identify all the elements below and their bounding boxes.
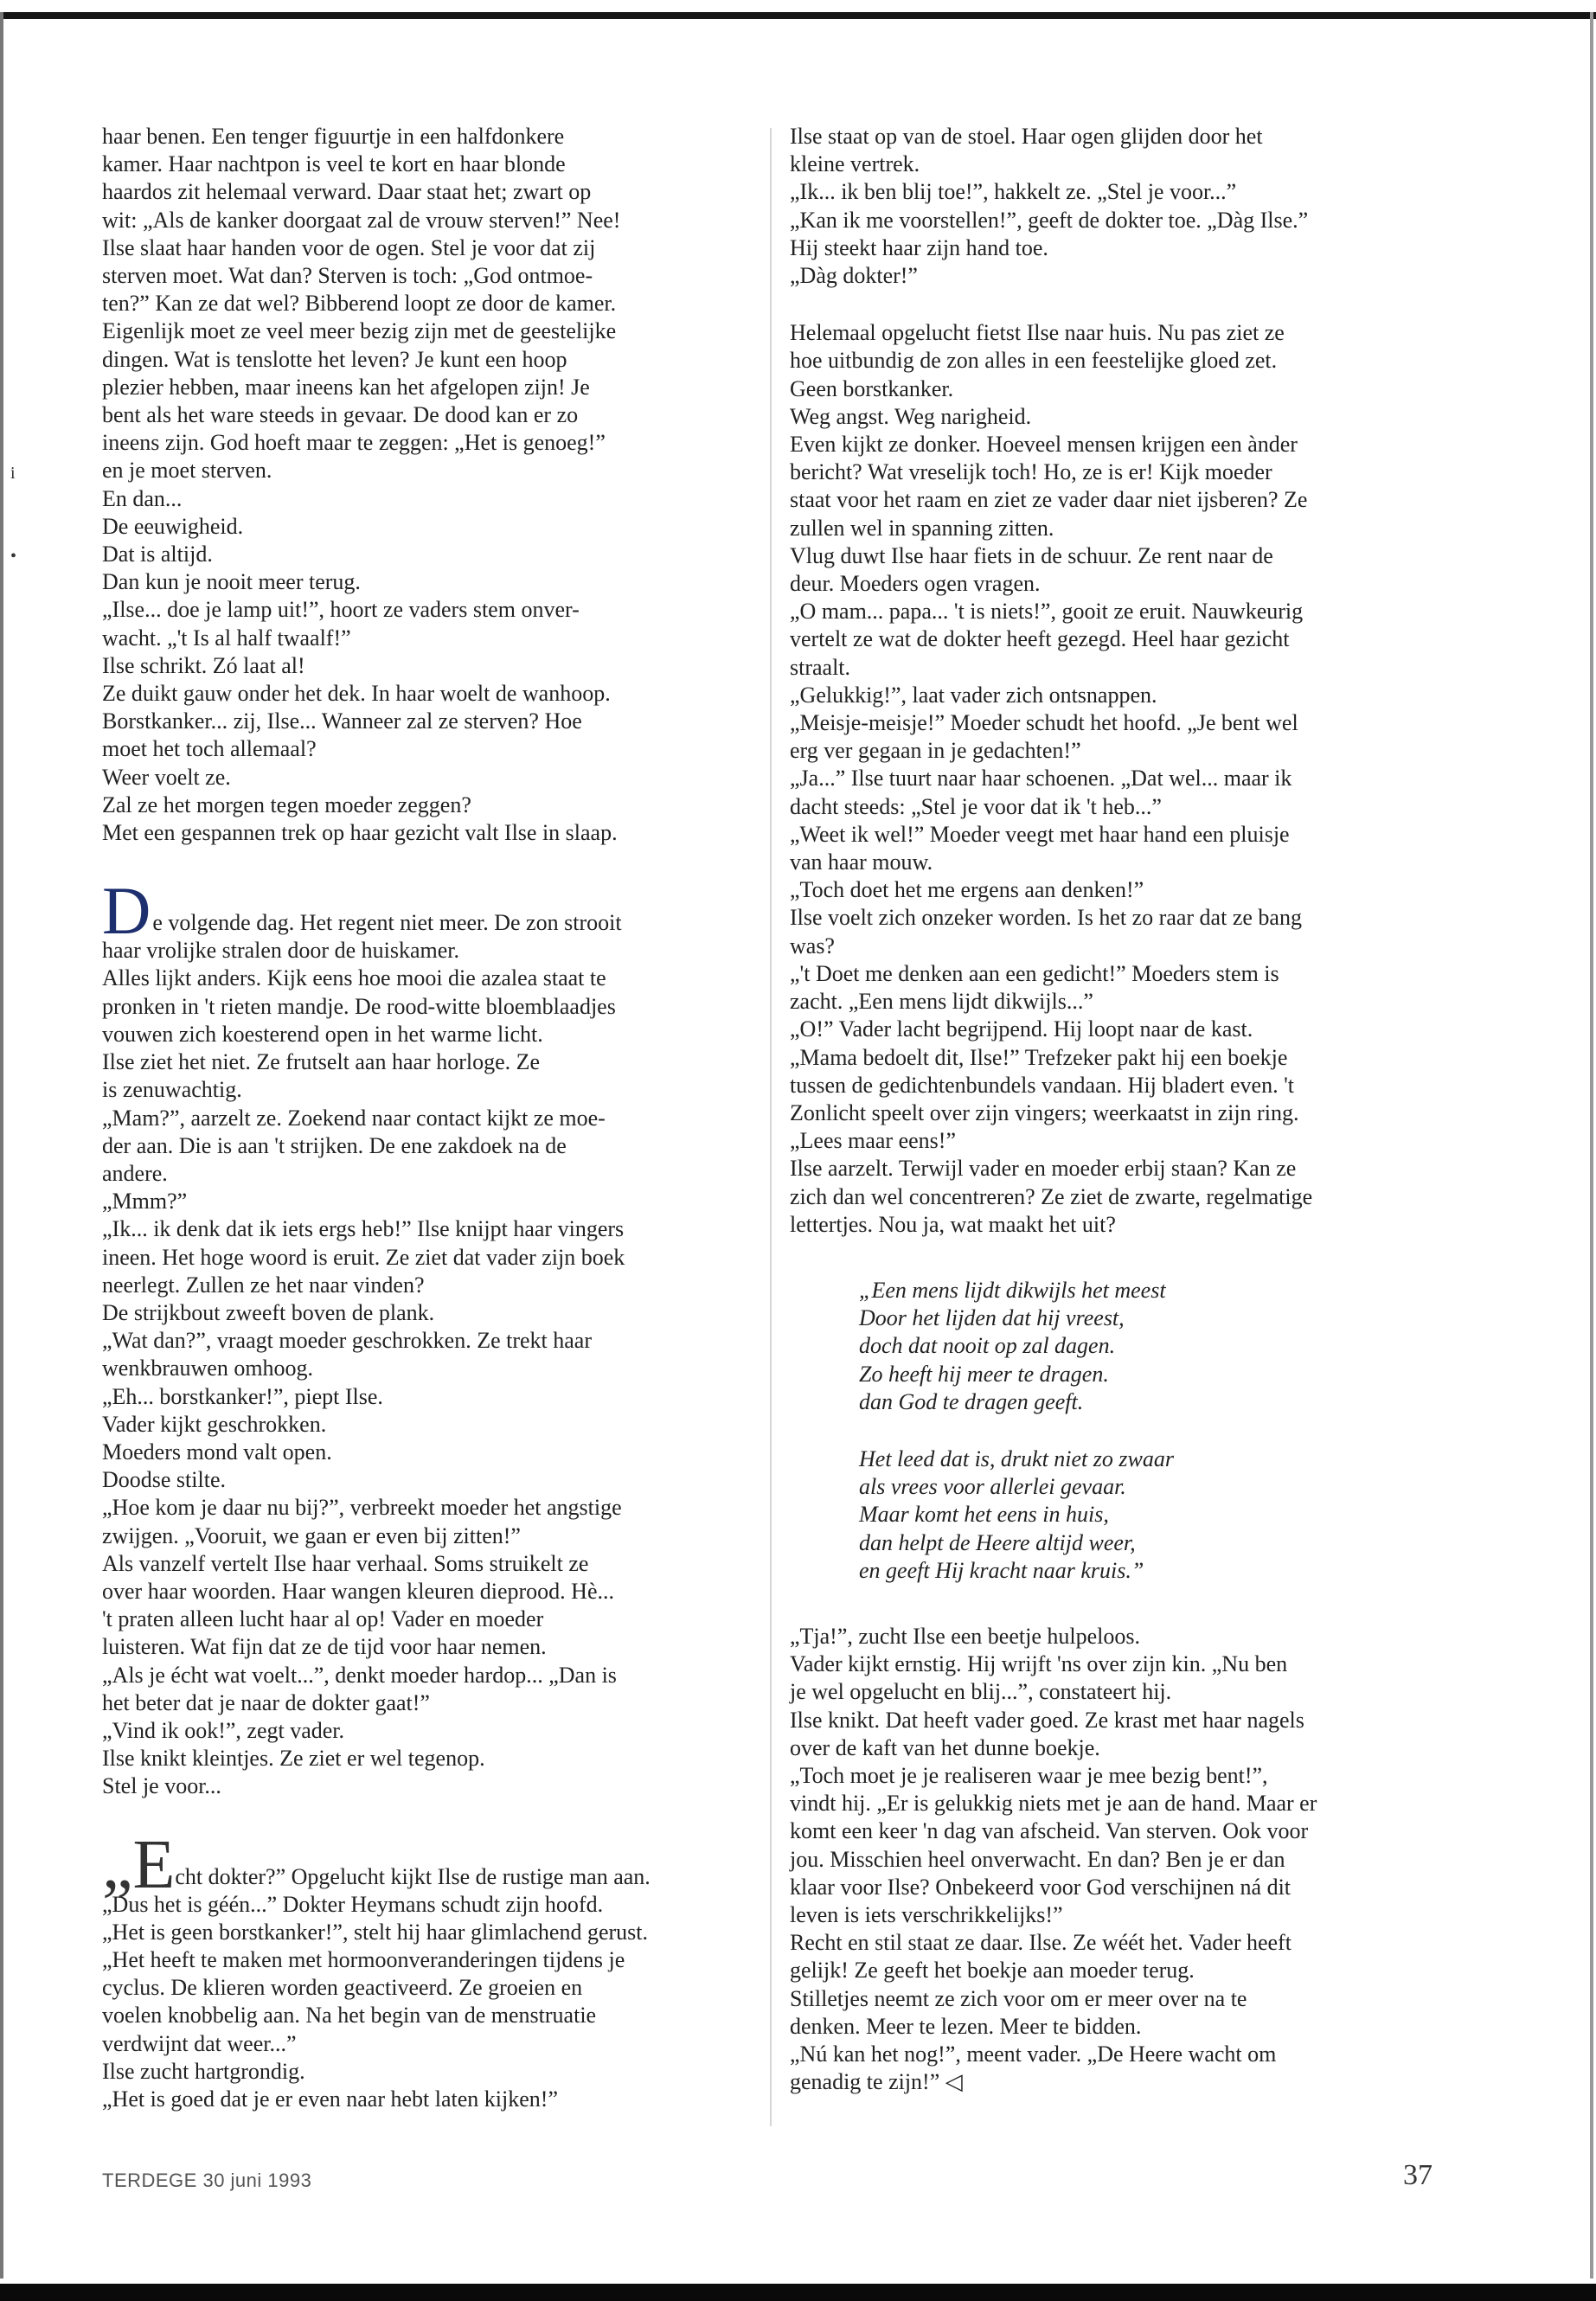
- text-line: „Het is goed dat je er even naar hebt laten kijken!”: [102, 2086, 558, 2112]
- text-line: Zal ze het morgen tegen moeder zeggen?: [102, 792, 471, 817]
- text-line: Dan kun je nooit meer terug.: [102, 569, 361, 595]
- text-line: andere.: [102, 1160, 168, 1186]
- text-line: Stel je voor...: [102, 1773, 221, 1799]
- right-column: [790, 123, 1395, 2096]
- poem-line: en geeft Hij kracht naar kruis.”: [859, 1557, 1144, 1583]
- poem-line: Het leed dat is, drukt niet zo zwaar: [859, 1445, 1174, 1471]
- text-line: e volgende dag. Het regent niet meer. De zon strooit: [152, 910, 622, 936]
- text-line: is zenuwachtig.: [102, 1077, 242, 1103]
- poem-line: Door het lijden dat hij vreest,: [859, 1305, 1125, 1331]
- text-line: Vader kijkt ernstig. Hij wrijft 'ns over zijn kin. „Nu ben: [790, 1651, 1288, 1677]
- text-line: wit: „Als de kanker doorgaat zal de vrouw sterven!” Nee!: [102, 207, 621, 233]
- text-line: vouwen zich koesterend open in het warme licht.: [102, 1021, 543, 1047]
- text-line: „O!” Vader lacht begrijpend. Hij loopt naar de kast.: [790, 1016, 1253, 1042]
- text-line: komt een keer 'n dag van afscheid. Van sterven. Ook voor: [790, 1818, 1309, 1844]
- text-line: „Het is geen borstkanker!”, stelt hij haar glimlachend gerust.: [102, 1919, 649, 1945]
- text-line: denken. Meer te lezen. Meer te bidden.: [790, 2013, 1142, 2039]
- text-line: voelen knobbelig aan. Na het begin van de menstruatie: [102, 2003, 597, 2029]
- text-line: cyclus. De klieren worden geactiveerd. Ze groeien en: [102, 1975, 583, 2001]
- text-line: Helemaal opgelucht fietst Ilse naar huis. Nu pas ziet ze: [790, 320, 1285, 346]
- text-line: Ilse slaat haar handen voor de ogen. Stel je voor dat zij: [102, 234, 596, 260]
- text-line: jou. Misschien heel onverwacht. En dan? Ben je er dan: [790, 1846, 1285, 1872]
- column-divider: [770, 128, 772, 2126]
- text-line: „'t Doet me denken aan een gedicht!” Moeders stem is: [790, 960, 1279, 986]
- text-line: Stilletjes neemt ze zich voor om er meer over na te: [790, 1985, 1247, 2011]
- text-line: „Mama bedoelt dit, Ilse!” Trefzeker pakt hij een boekje: [790, 1044, 1288, 1070]
- text-line: kleine vertrek.: [790, 151, 920, 177]
- text-line: Vlug duwt Ilse haar fiets in de schuur. Ze rent naar de: [790, 542, 1273, 568]
- text-line: hoe uitbundig de zon alles in een feestelijke gloed zet.: [790, 348, 1278, 374]
- text-line: van haar mouw.: [790, 849, 933, 875]
- text-line: Weer voelt ze.: [102, 764, 231, 790]
- text-line: 't praten alleen lucht haar al op! Vader en moeder: [102, 1606, 544, 1632]
- left-column: [102, 123, 742, 2113]
- text-line: „Lees maar eens!”: [790, 1128, 956, 1154]
- text-line: Eigenlijk moet ze veel meer bezig zijn met de geestelijke: [102, 318, 617, 344]
- text-line: leven is iets verschrikkelijks!”: [790, 1901, 1063, 1927]
- text-line: Dat is altijd.: [102, 542, 213, 567]
- dropcap-paragraph-start: [102, 1826, 742, 1903]
- text-line: Weg angst. Weg narigheid.: [790, 403, 1032, 429]
- dropcap: „E: [102, 1826, 176, 1903]
- text-line: „Ilse... doe je lamp uit!”, hoort ze vaders stem onver-: [102, 597, 580, 623]
- right-section-3: [790, 1623, 1395, 2096]
- text-line: je wel opgelucht en blij...”, constateert hij.: [790, 1679, 1172, 1705]
- text-line: Ze duikt gauw onder het dek. In haar woelt de wanhoop.: [102, 681, 611, 707]
- text-line: haar vrolijke stralen door de huiskamer.: [102, 938, 459, 964]
- text-line: Ilse ziet het niet. Ze frutselt aan haar horloge. Ze: [102, 1049, 541, 1075]
- text-line: En dan...: [102, 485, 183, 511]
- text-line: erg ver gegaan in je gedachten!”: [790, 738, 1081, 764]
- text-line: „Kan ik me voorstellen!”, geeft de dokter toe. „Dàg Ilse.”: [790, 207, 1309, 233]
- text-line: plezier hebben, maar ineens kan het afgelopen zijn! Je: [102, 374, 590, 400]
- text-line: vindt hij. „Er is gelukkig niets met je aan de hand. Maar er: [790, 1791, 1317, 1817]
- text-line: neerlegt. Zullen ze het naar vinden?: [102, 1272, 425, 1298]
- text-line: cht dokter?” Opgelucht kijkt Ilse de rustige man aan.: [175, 1863, 651, 1889]
- text-line: dingen. Wat is tenslotte het leven? Je kunt een hoop: [102, 346, 567, 372]
- text-line: sterven moet. Wat dan? Sterven is toch: „God ontmoe-: [102, 263, 593, 289]
- text-line: Ilse voelt zich onzeker worden. Is het zo raar dat ze bang: [790, 905, 1302, 931]
- text-line: Even kijkt ze donker. Hoeveel mensen krijgen een ànder: [790, 432, 1298, 458]
- text-line: „Vind ik ook!”, zegt vader.: [102, 1717, 345, 1743]
- left-section-2: [102, 937, 742, 1800]
- text-line: dacht steeds: „Stel je voor dat ik 't heb...”: [790, 793, 1162, 819]
- margin-mark: i: [10, 464, 16, 483]
- text-line: Ilse staat op van de stoel. Haar ogen glijden door het: [790, 124, 1263, 149]
- text-line: De strijkbout zweeft boven de plank.: [102, 1299, 435, 1325]
- text-line: „Weet ik wel!” Moeder veegt met haar hand een pluisje: [790, 821, 1290, 847]
- text-line: ineens zijn. God hoeft maar te zeggen: „Het is genoeg!”: [102, 430, 606, 456]
- text-line: Als vanzelf vertelt Ilse haar verhaal. Soms struikelt ze: [102, 1550, 589, 1576]
- text-line: „Meisje-meisje!” Moeder schudt het hoofd. „Je bent wel: [790, 710, 1298, 736]
- text-line: Ilse knikt kleintjes. Ze ziet er wel tegenop.: [102, 1746, 485, 1772]
- text-line: haar benen. Een tenger figuurtje in een halfdonkere: [102, 124, 565, 149]
- text-line: vertelt ze wat de dokter heeft gezegd. Heel haar gezicht: [790, 626, 1290, 652]
- text-line: moet het toch allemaal?: [102, 736, 317, 762]
- text-line: Ilse schrikt. Zó laat al!: [102, 652, 305, 678]
- page-number: 37: [1403, 2159, 1433, 2191]
- poem-line: dan God te dragen geeft.: [859, 1388, 1084, 1414]
- text-line: „Hoe kom je daar nu bij?”, verbreekt moeder het angstige: [102, 1495, 622, 1521]
- text-line: tussen de gedichtenbundels vandaan. Hij bladert even. 't: [790, 1072, 1295, 1098]
- text-line: zich dan wel concentreren? Ze ziet de zwarte, regelmatige: [790, 1183, 1313, 1209]
- text-line: zacht. „Een mens lijdt dikwijls...”: [790, 989, 1093, 1015]
- text-line: pronken in 't rieten mandje. De rood-witte bloemblaadjes: [102, 993, 616, 1019]
- text-line: „Mmm?”: [102, 1189, 188, 1215]
- text-line: Ilse zucht hartgrondig.: [102, 2058, 305, 2084]
- dropcap-paragraph-start: [102, 873, 742, 949]
- margin-mark: •: [10, 547, 17, 566]
- text-line: „Als je écht wat voelt...”, denkt moeder hardop... „Dan is: [102, 1662, 617, 1688]
- text-line: staat voor het raam en ziet ze vader daar niet ijsberen? Ze: [790, 487, 1308, 513]
- poem-line: dan helpt de Heere altijd weer,: [859, 1529, 1136, 1555]
- text-line: Vader kijkt geschrokken.: [102, 1411, 327, 1437]
- publication-footer: TERDEGE 30 juni 1993: [102, 2170, 312, 2191]
- left-section-3: [102, 1891, 742, 2114]
- text-line: „Tja!”, zucht Ilse een beetje hulpeloos.: [790, 1623, 1140, 1649]
- text-line: „Toch doet het me ergens aan denken!”: [790, 877, 1144, 903]
- text-line: Ilse aarzelt. Terwijl vader en moeder erbij staan? Kan ze: [790, 1156, 1297, 1182]
- text-line: „Dus het is géén...” Dokter Heymans schudt zijn hoofd.: [102, 1891, 604, 1917]
- poem-line: Maar komt het eens in huis,: [859, 1502, 1109, 1528]
- text-line: Moeders mond valt open.: [102, 1439, 332, 1465]
- poem-line: doch dat nooit op zal dagen.: [859, 1333, 1116, 1359]
- dropcap: D: [102, 873, 151, 949]
- text-line: Alles lijkt anders. Kijk eens hoe mooi die azalea staat te: [102, 965, 606, 991]
- text-line: het beter dat je naar de dokter gaat!”: [102, 1689, 430, 1715]
- text-line: was?: [790, 933, 835, 958]
- text-line: Hij steekt haar zijn hand toe.: [790, 234, 1048, 260]
- text-line: straalt.: [790, 654, 851, 680]
- text-line: genadig te zijn!” ◁: [790, 2069, 963, 2095]
- text-line: „Het heeft te maken met hormoonveranderingen tijdens je: [102, 1946, 625, 1972]
- text-line: over de kaft van het dunne boekje.: [790, 1734, 1100, 1760]
- left-edge: [0, 12, 3, 2279]
- text-line: kamer. Haar nachtpon is veel te kort en haar blonde: [102, 151, 566, 177]
- text-line: „Dàg dokter!”: [790, 263, 918, 289]
- text-line: „O mam... papa... 't is niets!”, gooit ze eruit. Nauwkeurig: [790, 599, 1304, 625]
- text-line: Recht en stil staat ze daar. Ilse. Ze wéét het. Vader heeft: [790, 1930, 1292, 1956]
- text-line: ten?” Kan ze dat wel? Bibberend loopt ze door de kamer.: [102, 291, 617, 317]
- text-line: haardos zit helemaal verward. Daar staat het; zwart op: [102, 179, 592, 205]
- text-line: bent als het ware steeds in gevaar. De dood kan er zo: [102, 402, 579, 428]
- bottom-border: [0, 2284, 1596, 2301]
- text-line: wacht. „'t Is al half twaalf!”: [102, 625, 351, 651]
- text-line: Zonlicht speelt over zijn vingers; weerkaatst in zijn ring.: [790, 1099, 1299, 1125]
- right-edge: [1590, 12, 1593, 2279]
- poem-line: als vrees voor allerlei gevaar.: [859, 1474, 1126, 1500]
- text-line: „Nú kan het nog!”, meent vader. „De Heere wacht om: [790, 2041, 1277, 2067]
- text-line: „Eh... borstkanker!”, piept Ilse.: [102, 1383, 383, 1409]
- text-line: „Ik... ik ben blij toe!”, hakkelt ze. „Stel je voor...”: [790, 179, 1237, 205]
- text-line: ineen. Het hoge woord is eruit. Ze ziet dat vader zijn boek: [102, 1244, 625, 1270]
- text-line: luisteren. Wat fijn dat ze de tijd voor haar nemen.: [102, 1634, 547, 1660]
- text-line: „Mam?”, aarzelt ze. Zoekend naar contact kijkt ze moe-: [102, 1105, 606, 1131]
- text-line: Met een gespannen trek op haar gezicht valt Ilse in slaap.: [102, 820, 618, 846]
- text-line: bericht? Wat vreselijk toch! Ho, ze is er! Kijk moeder: [790, 459, 1272, 485]
- text-line: gelijk! Ze geeft het boekje aan moeder terug.: [790, 1958, 1195, 1984]
- text-line: deur. Moeders ogen vragen.: [790, 571, 1041, 597]
- text-line: Ilse knikt. Dat heeft vader goed. Ze krast met haar nagels: [790, 1707, 1304, 1733]
- text-line: Borstkanker... zij, Ilse... Wanneer zal ze sterven? Hoe: [102, 708, 582, 734]
- right-section-1: [790, 123, 1395, 290]
- top-border: [0, 12, 1596, 19]
- text-line: „Gelukkig!”, laat vader zich ontsnappen.: [790, 682, 1157, 708]
- text-line: verdwijnt dat weer...”: [102, 2030, 297, 2056]
- text-line: „Wat dan?”, vraagt moeder geschrokken. Ze trekt haar: [102, 1328, 593, 1354]
- text-line: over haar woorden. Haar wangen kleuren dieprood. Hè...: [102, 1578, 614, 1604]
- text-line: wenkbrauwen omhoog.: [102, 1356, 314, 1381]
- text-line: zullen wel in spanning zitten.: [790, 515, 1054, 541]
- poem-line: Zo heeft hij meer te dragen.: [859, 1361, 1109, 1387]
- text-line: Geen borstkanker.: [790, 375, 954, 401]
- text-line: „Toch moet je je realiseren waar je mee bezig bent!”,: [790, 1762, 1268, 1788]
- text-line: klaar voor Ilse? Onbekeerd voor God verschijnen ná dit: [790, 1874, 1292, 1900]
- right-section-2: [790, 319, 1395, 1239]
- poem-line: „Een mens lijdt dikwijls het meest: [859, 1277, 1166, 1303]
- text-line: „Ik... ik denk dat ik iets ergs heb!” Ilse knijpt haar vingers: [102, 1216, 625, 1242]
- text-line: en je moet sterven.: [102, 458, 272, 484]
- text-line: lettertjes. Nou ja, wat maakt het uit?: [790, 1211, 1116, 1237]
- text-line: Doodse stilte.: [102, 1467, 226, 1493]
- poem-stanza-2: [859, 1445, 1395, 1585]
- text-line: De eeuwigheid.: [102, 513, 244, 539]
- poem-stanza-1: [859, 1277, 1395, 1416]
- text-line: der aan. Die is aan 't strijken. De ene zakdoek na de: [102, 1132, 567, 1158]
- left-section-1: [102, 123, 742, 847]
- text-line: zwijgen. „Vooruit, we gaan er even bij zitten!”: [102, 1522, 521, 1548]
- text-line: „Ja...” Ilse tuurt naar haar schoenen. „Dat wel... maar ik: [790, 766, 1292, 792]
